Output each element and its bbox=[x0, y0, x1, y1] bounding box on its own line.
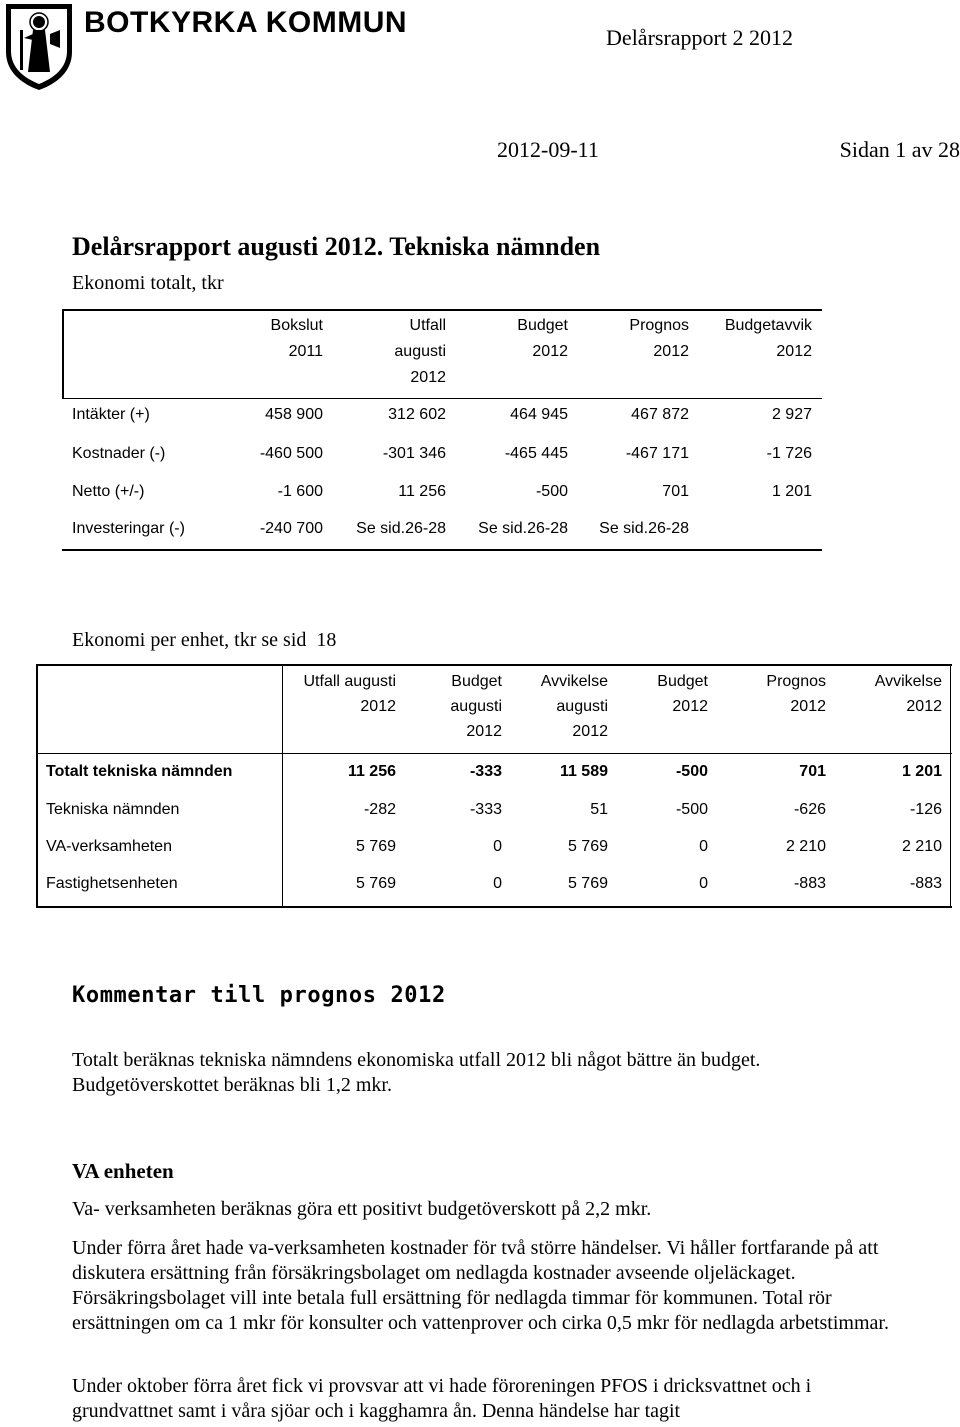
table2-col-header: 2012 bbox=[790, 698, 826, 715]
table2-header-rule bbox=[36, 753, 952, 754]
table1-cell: 1 201 bbox=[771, 483, 812, 500]
table2-cell: 11 256 bbox=[347, 763, 396, 780]
table1-cell: Se sid.26-28 bbox=[356, 520, 446, 537]
table1-cell: -467 171 bbox=[625, 445, 689, 462]
va-paragraph: Under oktober förra året fick vi provsvar att vi hade föroreningen PFOS i dricksvattnet och i grundvattnet samt i våra sjöar och i kagghamra ån. Denna händelse har tagit bbox=[72, 1375, 812, 1422]
table2-divider-rule bbox=[282, 664, 283, 908]
document-date: 2012-09-11 bbox=[497, 137, 599, 162]
va-heading: VA enheten bbox=[72, 1159, 174, 1183]
table1-col-header: Bokslut bbox=[270, 317, 323, 334]
table1-cell: 464 945 bbox=[510, 406, 568, 423]
table2-cell: 51 bbox=[590, 801, 608, 818]
table2-caption: Ekonomi per enhet, tkr se sid 18 bbox=[72, 629, 337, 651]
table1-cell: -301 346 bbox=[382, 445, 446, 462]
table1-col-header: 2012 bbox=[653, 343, 689, 360]
table2-col-header: 2012 bbox=[672, 698, 708, 715]
va-paragraph: Under förra året hade va-verksamheten kostnader för två större händelser. Vi håller fortfarande på att diskutera ersättning från försäkringsbolaget om nedlagda kostnader avseende oljeläckaget. Försäkringsbolaget vill inte betala full ersättning för nedlagda timmar för kommunen. Total rör ersättningen om ca 1 mkr för konsulter och vattenprover och cirka 0,5 mkr för nedlagda arbetstimmar. bbox=[72, 1237, 889, 1334]
table2-cell: -626 bbox=[793, 801, 826, 818]
table2-cell: 2 210 bbox=[901, 838, 942, 855]
table1-cell: -465 445 bbox=[504, 445, 568, 462]
table1-col-header: 2012 bbox=[410, 369, 446, 386]
table2-cell: 11 589 bbox=[559, 763, 608, 780]
table2-col-header: augusti bbox=[450, 698, 502, 715]
table2-col-header: Budget bbox=[451, 673, 502, 690]
table2-cell: -500 bbox=[675, 763, 708, 780]
table2-cell: 5 769 bbox=[355, 838, 396, 855]
table1-cell: 11 256 bbox=[398, 483, 446, 500]
table2-row-label: Totalt tekniska nämnden bbox=[46, 763, 233, 780]
table2-cell: -333 bbox=[469, 801, 502, 818]
table2-cell: -500 bbox=[675, 801, 708, 818]
table1-col-header: Budgetavvik bbox=[724, 317, 812, 334]
table2-col-header: 2012 bbox=[572, 723, 608, 740]
table1-cell: -1 600 bbox=[277, 483, 323, 500]
table1-col-header: Prognos bbox=[629, 317, 689, 334]
brand-name: BOTKYRKA KOMMUN bbox=[84, 6, 408, 39]
table1-cell: 701 bbox=[662, 483, 689, 500]
table2-col-header: 2012 bbox=[360, 698, 396, 715]
table1-cell: -500 bbox=[535, 483, 568, 500]
table2-col-header: Utfall augusti bbox=[303, 673, 396, 690]
table1-row-label: Investeringar (-) bbox=[72, 520, 185, 537]
page-number: Sidan 1 av 28 bbox=[839, 137, 960, 162]
table2-cell: 0 bbox=[699, 838, 708, 855]
table2-col-header: Avvikelse bbox=[540, 673, 608, 690]
table1-col-header: 2012 bbox=[532, 343, 568, 360]
table2-bottom-rule bbox=[36, 906, 952, 908]
table2-right-rule bbox=[950, 664, 951, 908]
table2-col-header: 2012 bbox=[906, 698, 942, 715]
table2-cell: 2 210 bbox=[785, 838, 826, 855]
va-paragraph: Va- verksamheten beräknas göra ett positivt budgetöverskott på 2,2 mkr. bbox=[72, 1198, 652, 1220]
table2-left-rule bbox=[36, 664, 38, 908]
table2-cell: -333 bbox=[469, 763, 502, 780]
table2-cell: 701 bbox=[799, 763, 826, 780]
table2-top-rule bbox=[36, 664, 952, 666]
document-label: Delårsrapport 2 2012 bbox=[606, 25, 793, 50]
table1-cell: -460 500 bbox=[259, 445, 323, 462]
table2-cell: -883 bbox=[909, 875, 942, 892]
table2-col-header: Avvikelse bbox=[874, 673, 942, 690]
table2-cell: 5 769 bbox=[355, 875, 396, 892]
table2-cell: -883 bbox=[793, 875, 826, 892]
table1-row-label: Netto (+/-) bbox=[72, 483, 145, 500]
table2-cell: 1 201 bbox=[901, 763, 942, 780]
table1-col-header: 2012 bbox=[776, 343, 812, 360]
table2-cell: -282 bbox=[363, 801, 396, 818]
table2-cell: 0 bbox=[699, 875, 708, 892]
table2-row-label: Tekniska nämnden bbox=[46, 801, 180, 818]
table1-cell: 2 927 bbox=[771, 406, 812, 423]
table1-cell: -1 726 bbox=[766, 445, 812, 462]
table1-col-header: Utfall bbox=[409, 317, 446, 334]
table1-cell: Se sid.26-28 bbox=[478, 520, 568, 537]
table1-row-label: Intäkter (+) bbox=[72, 406, 150, 423]
table1-cell: 312 602 bbox=[388, 406, 446, 423]
page-title: Delårsrapport augusti 2012. Tekniska nämnden bbox=[72, 232, 601, 261]
table1-col-header: Budget bbox=[517, 317, 568, 334]
table1-row-label: Kostnader (-) bbox=[72, 445, 166, 462]
table1-col-header: 2011 bbox=[288, 343, 323, 360]
table2-cell: 5 769 bbox=[567, 875, 608, 892]
table1-cell: 458 900 bbox=[265, 406, 323, 423]
table2-col-header: 2012 bbox=[466, 723, 502, 740]
comment-heading: Kommentar till prognos 2012 bbox=[72, 983, 446, 1008]
table2-cell: -126 bbox=[909, 801, 942, 818]
table2-row-label: VA-verksamheten bbox=[46, 838, 172, 855]
table2-cell: 5 769 bbox=[567, 838, 608, 855]
table2-cell: 0 bbox=[493, 838, 502, 855]
comment-paragraph: Totalt beräknas tekniska nämndens ekonomiska utfall 2012 bli något bättre än budget. Budgetöverskottet beräknas bli 1,2 mkr. bbox=[72, 1049, 761, 1096]
table1-cell: Se sid.26-28 bbox=[599, 520, 689, 537]
table1-cell: 467 872 bbox=[631, 406, 689, 423]
table2-col-header: Budget bbox=[657, 673, 708, 690]
table2-col-header: Prognos bbox=[766, 673, 826, 690]
table1-col-header: augusti bbox=[394, 343, 446, 360]
table2-col-header: augusti bbox=[556, 698, 608, 715]
table2-cell: 0 bbox=[493, 875, 502, 892]
table1-caption: Ekonomi totalt, tkr bbox=[72, 272, 224, 294]
table2-row-label: Fastighetsenheten bbox=[46, 875, 178, 892]
table1-cell: -240 700 bbox=[259, 520, 323, 537]
